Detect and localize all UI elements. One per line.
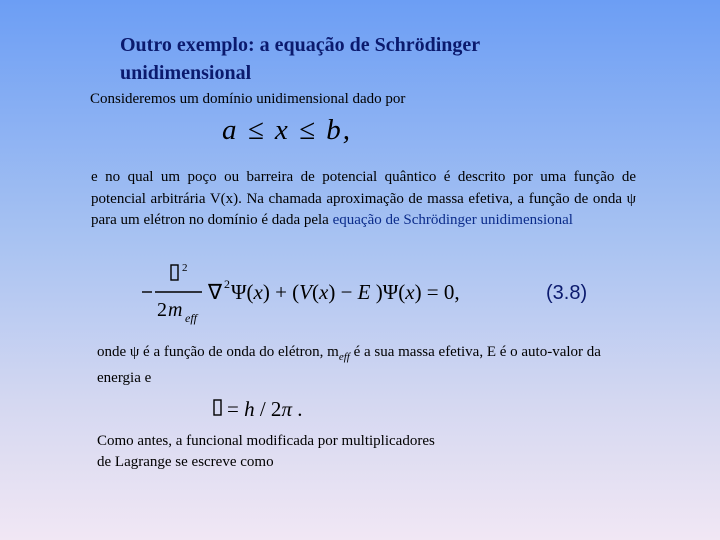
title-line-2: unidimensional	[120, 62, 252, 84]
eff-subscript: eff	[338, 351, 350, 363]
definitions-text-a: onde ψ é a função de onda do elétron, m	[97, 344, 339, 360]
title-line-1: Outro exemplo: a equação de Schrödinger	[120, 34, 481, 56]
definitions-text-b: é a sua massa efetiva, E é o auto-valor da energia e	[97, 344, 601, 386]
hbar-definition	[212, 396, 332, 431]
paragraph-lagrange	[97, 431, 597, 473]
svg-text:2: 2	[182, 262, 188, 274]
domain-expression: a ≤ x ≤ b,	[222, 114, 352, 146]
lagrange-line-2: de Lagrange se escreve como	[97, 454, 274, 470]
paragraph-potential	[91, 167, 636, 232]
paragraph-potential-text: e no qual um poço ou barreira de potencial quântico é descrito por uma função de potencial arbitrária V(x). Na chamada aproximação de massa efetiva, a função de onda ψ para um elétron no domínio é dada pela	[91, 169, 636, 228]
svg-text:∇: ∇	[208, 280, 223, 304]
paragraph-definitions	[97, 342, 642, 389]
equation-number: (3.8)	[546, 282, 588, 304]
svg-text:2: 2	[157, 299, 167, 321]
svg-text:Ψ(x) + (V(x) − E )Ψ(x) = 0,: Ψ(x) + (V(x) − E )Ψ(x) = 0,	[231, 280, 460, 304]
schrodinger-equation-graphic	[140, 258, 500, 330]
lagrange-line-1: Como antes, a funcional modificada por multiplicadores	[97, 433, 435, 449]
intro-text: Consideremos um domínio unidimensional dado por	[90, 91, 406, 107]
hbar-definition-graphic	[212, 396, 332, 426]
schrodinger-equation	[140, 258, 500, 330]
schrodinger-link-text: equação de Schrödinger unidimensional	[332, 212, 573, 228]
svg-text:eff: eff	[185, 311, 197, 325]
svg-text:m: m	[168, 299, 183, 321]
svg-text:2: 2	[224, 277, 230, 291]
svg-text:= h / 2π .: = h / 2π .	[227, 397, 303, 421]
slide-title	[120, 31, 640, 87]
